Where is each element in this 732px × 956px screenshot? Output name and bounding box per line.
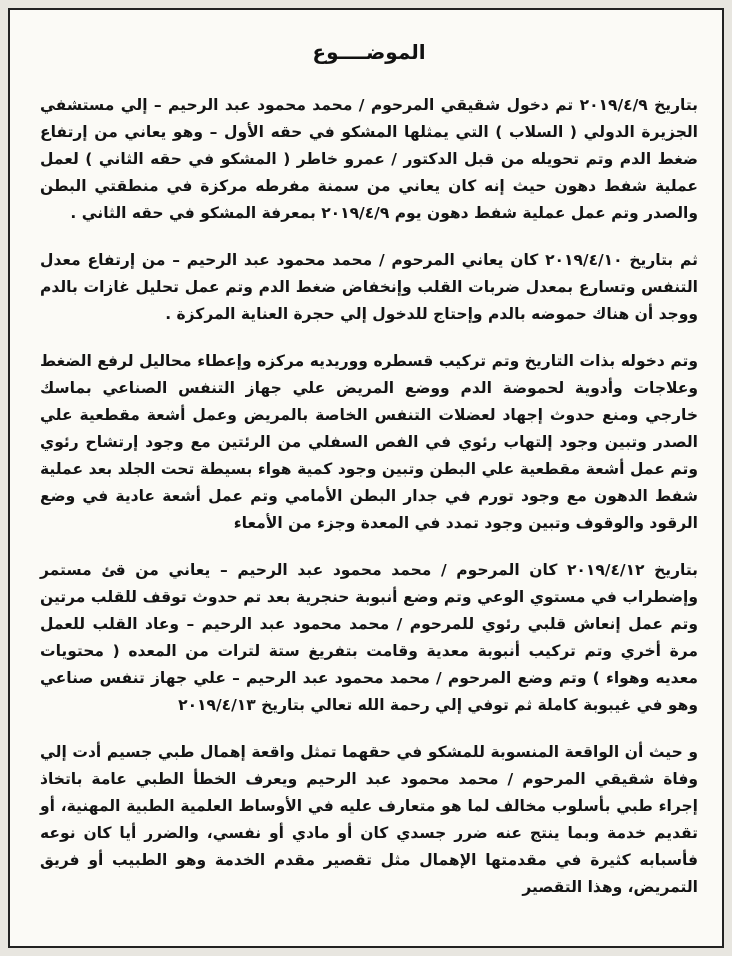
paragraph-icu-treatment: وتم دخوله بذات التاريخ وتم تركيب قسطره ووريديه مركزه وإعطاء محاليل لرفع الضغط وعلاجات وأدوية لحموضة الدم ووضع المريض علي جهاز التنفس الصناعي بماسك خارجي ومنع حدوث إجهاد لعضلات التنفس الخاصة بالمريض وعمل أشعة مقطعية علي الصدر وتبين وجود إلتهاب رئوي في الفص السفلي من الرئتين مع وجود إرتشاح رئوي وتم عمل أشعة مقطعية علي البطن وتبين وجود كمية هواء بسيطة تحت الجلد بعد عملية شفط الدهون مع وجود تورم في جدار البطن الأمامي وتم عمل أشعة عادية في وضع الرقود والوقوف وتبين وجود تمدد في المعدة وجزء من الأمعاء (40, 352, 698, 532)
document-title: الموضــــوع (312, 40, 426, 64)
paragraph-negligence: و حيث أن الواقعة المنسوبة للمشكو في حقهما تمثل واقعة إهمال طبي جسيم أدت إلي وفاة شقيقي المرحوم / محمد محمود عبد الرحيم ويعرف الخطأ الطبي عامة باتخاذ إجراء طبي بأسلوب مخالف لما هو متعارف عليه في الأوساط العلمية الطبية المهنية، أو تقديم خدمة وبما ينتج عنه ضرر جسدي كان أو مادي أو نفسي، والضرر أيا كان نوعه فأسبابه كثيرة في مقدمتها الإهمال مثل تقصير مقدم الخدمة وهو الطبيب أو فريق التمريض، وهذا التقصير (40, 743, 698, 896)
paragraph-respiratory: ثم بتاريخ ٢٠١٩/٤/١٠ كان يعاني المرحوم / محمد محمود عبد الرحيم – من إرتفاع معدل التنفس وتسارع بمعدل ضربات القلب وإنخفاض ضغط الدم وتم عمل تحليل غازات بالدم ووجد أن هناك حموضه بالدم وإحتاج للدخول إلي حجرة العناية المركزة . (40, 251, 698, 323)
document-page (8, 8, 724, 948)
paragraph-death: بتاريخ ٢٠١٩/٤/١٢ كان المرحوم / محمد محمود عبد الرحيم – يعاني من قئ مستمر وإضطراب في مستوي الوعي وتم وضع أنبوبة حنجرية بعد تم حدوث توقف للقلب مرتين وتم عمل إنعاش قلبي رئوي للمرحوم / محمد محمود عبد الرحيم – وعاد القلب للعمل مرة أخري وتم تركيب أنبوبة معدية وقامت بتفريغ ستة لترات من المعده ( محتويات معديه وهواء ) وتم وضع المرحوم / محمد محمود عبد الرحيم – علي جهاز تنفس صناعي وهو في غيبوبة كاملة ثم توفي إلي رحمة الله تعالي بتاريخ ٢٠١٩/٤/١٣ (40, 561, 699, 714)
paragraph-admission: بتاريخ ٢٠١٩/٤/٩ تم دخول شقيقي المرحوم / محمد محمود عبد الرحيم – إلي مستشفي الجزيرة الدولي ( السلاب ) التي يمثلها المشكو في حقه الأول – وهو يعاني من إرتفاع ضغط الدم وتم تحويله من قبل الدكتور / عمرو خاطر ( المشكو في حقه الثاني ) لعمل عملية شفط دهون حيث إنه كان يعاني من سمنة مفرطه مركزة في منطقتي البطن والصدر وتم عمل عملية شفط دهون يوم ٢٠١٩/٤/٩ بمعرفة المشكو في حقه الثاني . (40, 96, 698, 222)
